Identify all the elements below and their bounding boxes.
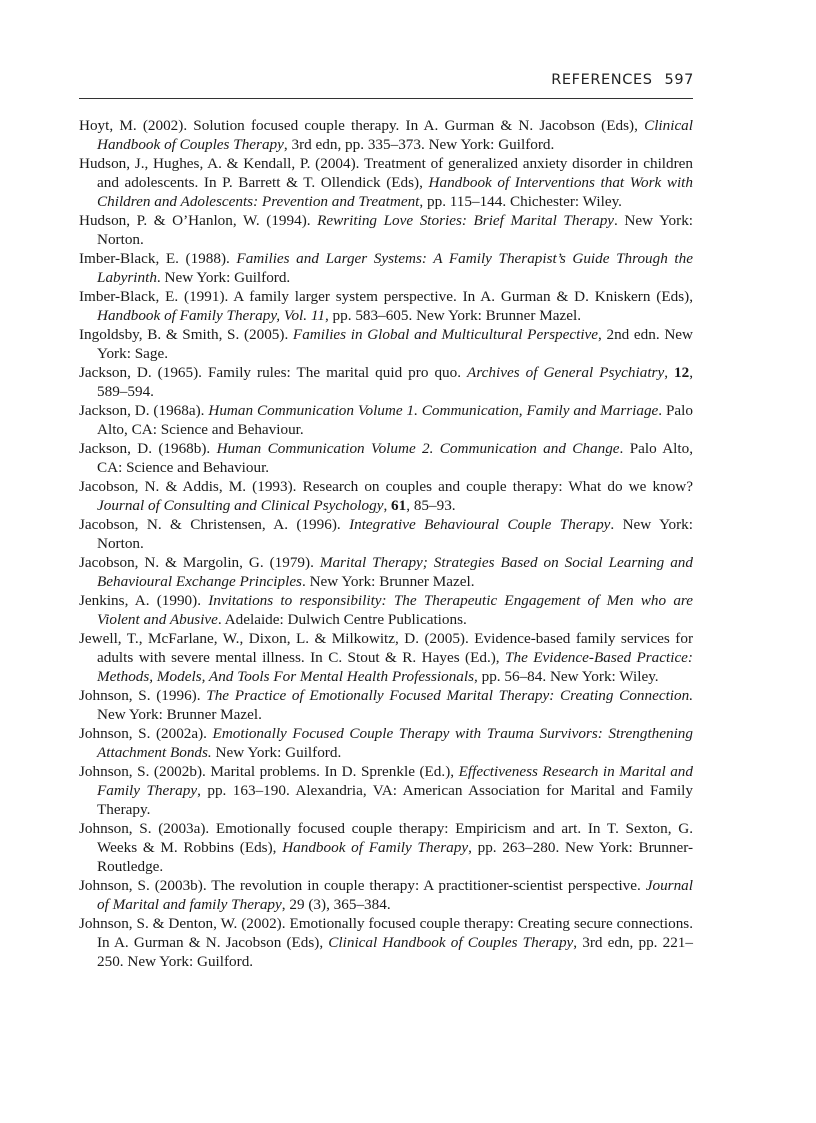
reference-title: Journal of Marital and family Therapy (97, 877, 693, 913)
reference-text: , (664, 364, 675, 381)
reference-title: Invitations to responsibility: The Therapeutic Engagement of Men who are Violent and Abusive (97, 592, 693, 628)
reference-text: Jacobson, N. & Addis, M. (1993). Research on couples and couple therapy: What do we know? (79, 478, 693, 495)
reference-text: New York: Guilford. (211, 744, 342, 761)
reference-title: Handbook of Family Therapy, Vol. 11 (97, 307, 325, 324)
reference-title: Human Communication Volume 2. Communication and Change (216, 440, 620, 457)
reference-text: , pp. 115–144. Chichester: Wiley. (419, 193, 622, 210)
reference-entry (79, 211, 693, 249)
reference-title: Families in Global and Multicultural Perspective (292, 326, 599, 343)
reference-text: , 29 (3), 365–384. (281, 896, 391, 913)
reference-text: Imber-Black, E. (1991). A family larger system perspective. In A. Gurman & D. Kniskern (Eds), (79, 288, 693, 305)
reference-title: Effectiveness Research in Marital and Family Therapy (97, 763, 693, 799)
reference-text: Imber-Black, E. (1988). (79, 250, 237, 267)
reference-entry (79, 154, 693, 211)
reference-text: Jackson, D. (1965). Family rules: The marital quid pro quo. (79, 364, 468, 381)
reference-title: Rewriting Love Stories: Brief Marital Therapy (317, 212, 615, 229)
reference-text: . Palo Alto, CA: Science and Behaviour. (97, 440, 693, 476)
reference-volume: 12 (674, 364, 690, 381)
reference-entry (79, 724, 693, 762)
reference-text: Hudson, P. & O’Hanlon, W. (1994). (79, 212, 318, 229)
reference-entry (79, 363, 693, 401)
reference-title: Handbook of Family Therapy (282, 839, 469, 856)
reference-text: Johnson, S. (2003a). Emotionally focused couple therapy: Empiricism and art. In T. Sexton, G. Weeks & M. Robbins (Eds), (79, 820, 693, 856)
reference-text: , 2nd edn. New York: Sage. (97, 326, 693, 362)
reference-text: . Adelaide: Dulwich Centre Publications. (217, 611, 467, 628)
reference-text: Johnson, S. (2002a). (79, 725, 213, 742)
reference-text: New York: Brunner Mazel. (97, 706, 262, 723)
reference-text: , pp. 583–605. New York: Brunner Mazel. (324, 307, 581, 324)
reference-title: The Evidence-Based Practice: Methods, Models, And Tools For Mental Health Professionals (97, 649, 693, 685)
reference-title: Handbook of Interventions that Work with Children and Adolescents: Prevention and Treatment (97, 174, 693, 210)
reference-text: Johnson, S. (2002b). Marital problems. In D. Sprenkle (Ed.), (79, 763, 459, 780)
reference-text: Jackson, D. (1968b). (79, 440, 217, 457)
reference-text: Johnson, S. (2003b). The revolution in couple therapy: A practitioner-scientist perspective. (79, 877, 646, 894)
reference-title: Emotionally Focused Couple Therapy with Trauma Survivors: Strengthening Attachment Bonds. (97, 725, 693, 761)
reference-text: , pp. 263–280. New York: Brunner-Routledge. (97, 839, 694, 875)
reference-entry (79, 287, 693, 325)
reference-entry (79, 876, 693, 914)
reference-entry (79, 591, 693, 629)
reference-entry (79, 914, 693, 971)
reference-text: Jacobson, N. & Margolin, G. (1979). (79, 554, 320, 571)
reference-text: Hoyt, M. (2002). Solution focused couple therapy. In A. Gurman & N. Jacobson (Eds), (79, 117, 645, 134)
reference-text: Jackson, D. (1968a). (79, 402, 209, 419)
reference-title: Human Communication Volume 1. Communication, Family and Marriage (208, 402, 659, 419)
reference-text: . New York: Brunner Mazel. (301, 573, 475, 590)
reference-entry (79, 477, 693, 515)
reference-text: Johnson, S. & Denton, W. (2002). Emotionally focused couple therapy: Creating secure connections. In A. Gurman & N. Jacobson (Eds), (79, 915, 693, 951)
running-head-title: REFERENCES (551, 72, 653, 88)
reference-text: , 3rd edn, pp. 221–250. New York: Guilford. (97, 934, 693, 970)
reference-entry (79, 819, 693, 876)
reference-list (79, 116, 693, 971)
reference-text: Ingoldsby, B. & Smith, S. (2005). (79, 326, 293, 343)
reference-entry (79, 629, 693, 686)
reference-entry (79, 686, 693, 724)
reference-title: Journal of Consulting and Clinical Psychology (97, 497, 384, 514)
reference-text: . New York: Norton. (97, 212, 694, 248)
reference-entry (79, 249, 693, 287)
reference-title: Archives of General Psychiatry (467, 364, 665, 381)
reference-text: . Palo Alto, CA: Science and Behaviour. (97, 402, 693, 438)
reference-text: Jenkins, A. (1990). (79, 592, 209, 609)
reference-title: Families and Larger Systems: A Family Therapist’s Guide Through the Labyrinth (97, 250, 693, 286)
reference-entry (79, 439, 693, 477)
reference-text: Jacobson, N. & Christensen, A. (1996). (79, 516, 350, 533)
reference-text: , 589–594. (97, 364, 693, 400)
reference-volume: 61 (391, 497, 407, 514)
reference-entry (79, 401, 693, 439)
page-number: 597 (664, 72, 694, 88)
reference-text: , (383, 497, 392, 514)
reference-title: Clinical Handbook of Couples Therapy (97, 117, 693, 153)
reference-entry (79, 515, 693, 553)
reference-text: , pp. 56–84. New York: Wiley. (474, 668, 659, 685)
reference-title: Integrative Behavioural Couple Therapy (349, 516, 611, 533)
reference-text: . New York: Guilford. (156, 269, 291, 286)
running-head (551, 72, 694, 88)
reference-entry (79, 762, 693, 819)
reference-entry (79, 553, 693, 591)
reference-text: , pp. 163–190. Alexandria, VA: American Association for Marital and Family Therapy. (97, 782, 693, 818)
reference-title: The Practice of Emotionally Focused Marital Therapy: Creating Connection. (206, 687, 693, 704)
reference-text: , 85–93. (406, 497, 456, 514)
reference-text: Hudson, J., Hughes, A. & Kendall, P. (2004). Treatment of generalized anxiety disorder in children and adolescents. In P. Barrett & T. Ollendick (Eds), (79, 155, 693, 191)
reference-title: Marital Therapy; Strategies Based on Social Learning and Behavioural Exchange Principles (97, 554, 693, 590)
reference-text: Jewell, T., McFarlane, W., Dixon, L. & Milkowitz, D. (2005). Evidence-based family services for adults with severe mental illness. In C. Stout & R. Hayes (Ed.), (79, 630, 693, 666)
reference-text: . New York: Norton. (97, 516, 693, 552)
header-rule (79, 98, 693, 99)
reference-text: , 3rd edn, pp. 335–373. New York: Guilford. (283, 136, 555, 153)
reference-entry (79, 116, 693, 154)
reference-text: Johnson, S. (1996). (79, 687, 207, 704)
reference-title: Clinical Handbook of Couples Therapy (328, 934, 574, 951)
reference-entry (79, 325, 693, 363)
